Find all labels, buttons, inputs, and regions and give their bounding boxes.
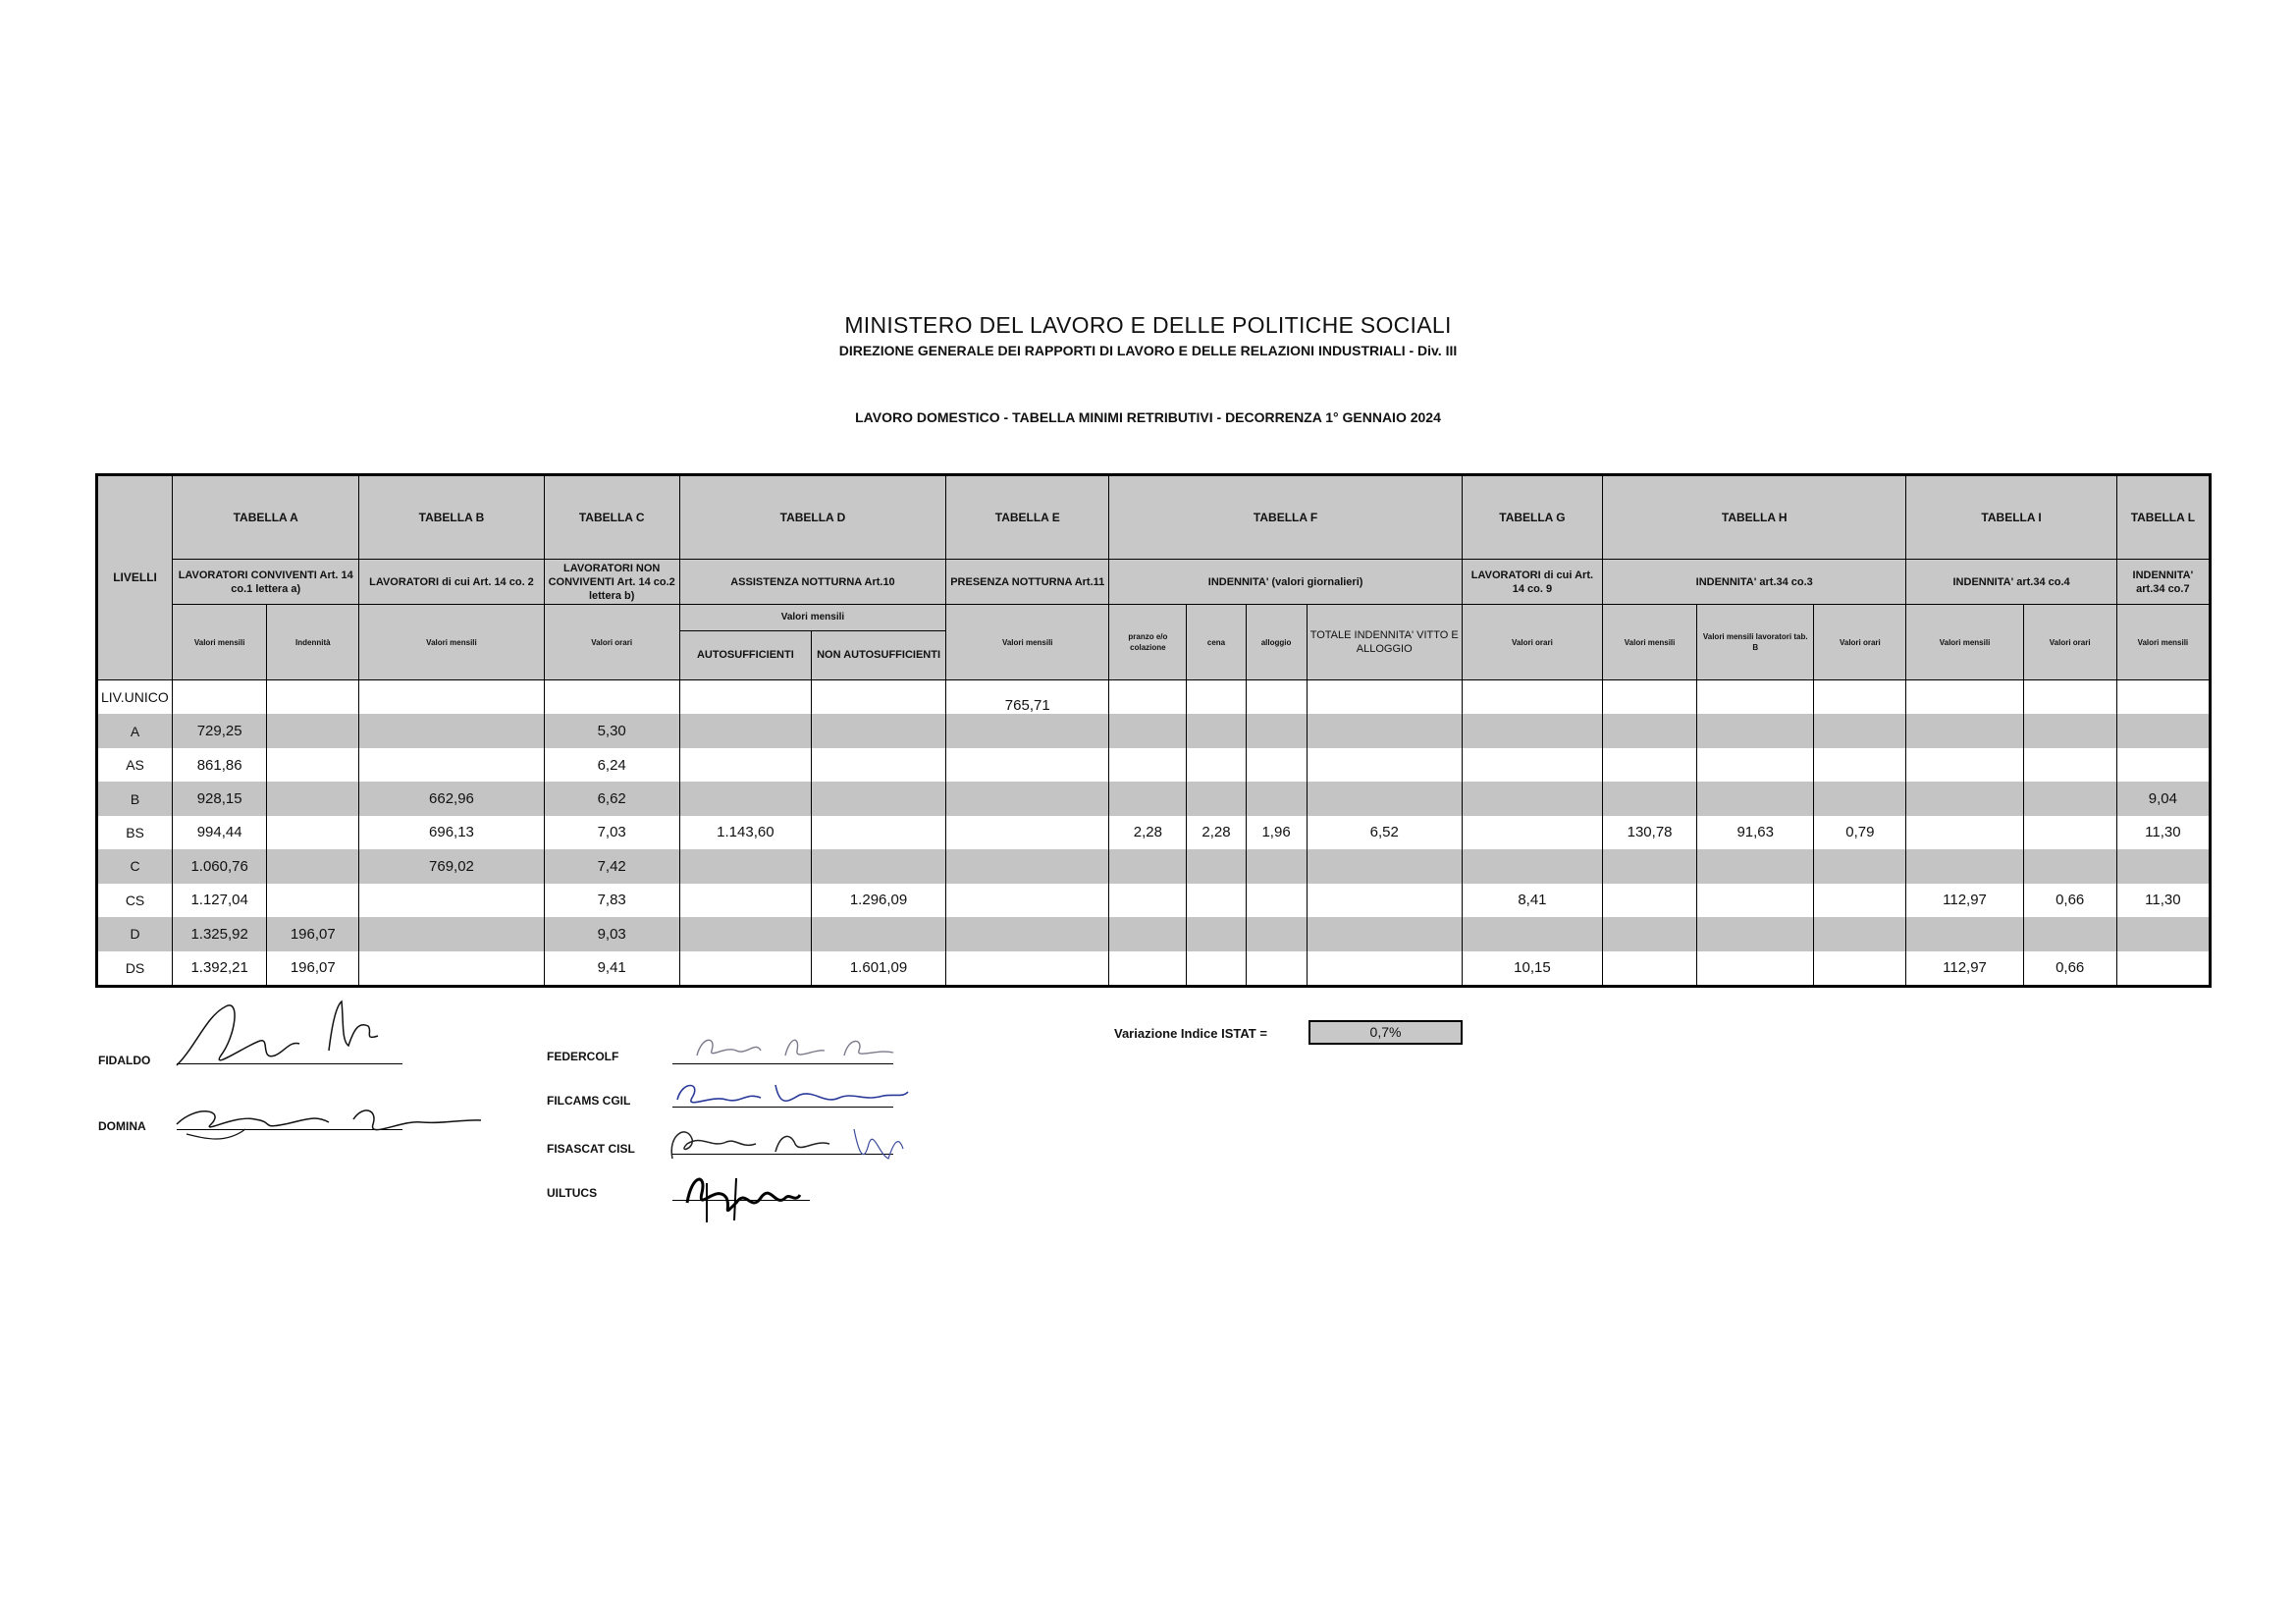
value-cell — [946, 849, 1109, 883]
desc-tabella-i: INDENNITA' art.34 co.4 — [1906, 560, 2116, 605]
table-row — [97, 816, 2211, 849]
table-row — [97, 917, 2211, 950]
value-cell — [1697, 849, 1814, 883]
value-cell: 6,52 — [1307, 816, 1462, 849]
col-f-cena: cena — [1187, 605, 1246, 680]
level-cell: D — [97, 917, 173, 950]
value-cell — [1603, 748, 1697, 782]
desc-tabella-l: INDENNITA' art.34 co.7 — [2116, 560, 2210, 605]
value-cell: 765,71 — [946, 680, 1109, 715]
value-cell — [1462, 714, 1602, 747]
value-cell — [679, 680, 811, 715]
value-cell — [946, 748, 1109, 782]
value-cell — [1187, 884, 1246, 917]
value-cell — [1246, 680, 1307, 715]
value-cell — [2023, 849, 2116, 883]
value-cell — [811, 714, 945, 747]
value-cell — [2023, 748, 2116, 782]
value-cell — [1246, 849, 1307, 883]
value-cell: 0,66 — [2023, 884, 2116, 917]
table-row — [97, 680, 2211, 715]
value-cell — [679, 917, 811, 950]
value-cell — [1906, 849, 2023, 883]
value-cell — [2023, 680, 2116, 715]
col-f-pranzo: pranzo e/o colazione — [1109, 605, 1187, 680]
col-i-valori-mensili: Valori mensili — [1906, 605, 2023, 680]
value-cell: 696,13 — [359, 816, 544, 849]
filcams-label: FILCAMS CGIL — [547, 1094, 631, 1108]
value-cell — [1814, 748, 1906, 782]
level-cell: LIV.UNICO — [97, 680, 173, 715]
col-d-group — [679, 605, 945, 680]
value-cell — [946, 917, 1109, 950]
value-cell — [811, 680, 945, 715]
value-cell — [1462, 748, 1602, 782]
table-row — [97, 849, 2211, 883]
value-cell — [811, 816, 945, 849]
col-b-valori-mensili: Valori mensili — [359, 605, 544, 680]
value-cell — [1307, 748, 1462, 782]
value-cell — [2023, 782, 2116, 815]
value-cell — [1187, 951, 1246, 987]
value-cell — [1462, 680, 1602, 715]
desc-tabella-c: LAVORATORI NON CONVIVENTI Art. 14 co.2 lettera b) — [544, 560, 679, 605]
value-cell — [1697, 917, 1814, 950]
value-cell — [1307, 884, 1462, 917]
value-cell: 9,41 — [544, 951, 679, 987]
value-cell: 9,04 — [2116, 782, 2210, 815]
header-tabella-l: TABELLA L — [2116, 475, 2210, 560]
value-cell — [946, 782, 1109, 815]
col-l-valori-mensili: Valori mensili — [2116, 605, 2210, 680]
desc-tabella-g: LAVORATORI di cui Art. 14 co. 9 — [1462, 560, 1602, 605]
value-cell — [679, 782, 811, 815]
wage-table — [95, 473, 2212, 988]
value-cell — [811, 917, 945, 950]
level-cell: BS — [97, 816, 173, 849]
value-cell — [2116, 917, 2210, 950]
value-cell — [1697, 714, 1814, 747]
value-cell — [1246, 917, 1307, 950]
table-row — [97, 951, 2211, 987]
value-cell — [1246, 748, 1307, 782]
header-tabella-i: TABELLA I — [1906, 475, 2116, 560]
value-cell: 8,41 — [1462, 884, 1602, 917]
value-cell — [1814, 884, 1906, 917]
value-cell — [1814, 680, 1906, 715]
table-body — [97, 680, 2211, 987]
value-cell — [359, 951, 544, 987]
header-tabella-a: TABELLA A — [173, 475, 359, 560]
value-cell — [946, 714, 1109, 747]
value-cell — [1187, 917, 1246, 950]
level-cell: A — [97, 714, 173, 747]
level-cell: C — [97, 849, 173, 883]
value-cell — [359, 884, 544, 917]
value-cell — [2023, 816, 2116, 849]
value-cell — [1462, 849, 1602, 883]
fidaldo-signature — [167, 987, 402, 1085]
value-cell: 10,15 — [1462, 951, 1602, 987]
value-cell — [359, 748, 544, 782]
value-cell — [267, 680, 359, 715]
value-cell: 1.601,09 — [811, 951, 945, 987]
value-cell — [1109, 748, 1187, 782]
value-cell — [1906, 917, 2023, 950]
value-cell: 6,62 — [544, 782, 679, 815]
value-cell — [1906, 748, 2023, 782]
value-cell — [1246, 714, 1307, 747]
col-c-valori-orari: Valori orari — [544, 605, 679, 680]
level-cell: B — [97, 782, 173, 815]
table-row — [97, 884, 2211, 917]
col-f-alloggio: alloggio — [1246, 605, 1307, 680]
header-tabella-g: TABELLA G — [1462, 475, 1602, 560]
value-cell — [1462, 816, 1602, 849]
level-cell: DS — [97, 951, 173, 987]
value-cell — [1603, 680, 1697, 715]
table-row — [97, 714, 2211, 747]
uiltucs-label: UILTUCS — [547, 1186, 598, 1200]
value-cell — [1814, 782, 1906, 815]
value-cell — [1603, 951, 1697, 987]
col-a-valori-mensili: Valori mensili — [173, 605, 267, 680]
value-cell — [2116, 714, 2210, 747]
value-cell — [1697, 680, 1814, 715]
value-cell — [1187, 782, 1246, 815]
value-cell — [1187, 748, 1246, 782]
col-e-valori-mensili: Valori mensili — [946, 605, 1109, 680]
value-cell: 112,97 — [1906, 951, 2023, 987]
value-cell — [1603, 782, 1697, 815]
value-cell — [1109, 714, 1187, 747]
uiltucs-signature — [677, 1164, 815, 1227]
istat-label: Variazione Indice ISTAT = — [1114, 1026, 1267, 1041]
col-f-totale: TOTALE INDENNITA' VITTO E ALLOGGIO — [1307, 605, 1462, 680]
value-cell — [679, 714, 811, 747]
level-cell: CS — [97, 884, 173, 917]
value-cell — [359, 714, 544, 747]
header-tabella-b: TABELLA B — [359, 475, 544, 560]
value-cell: 1.392,21 — [173, 951, 267, 987]
value-cell — [1697, 951, 1814, 987]
domina-label: DOMINA — [98, 1119, 146, 1133]
value-cell — [1814, 951, 1906, 987]
value-cell: 928,15 — [173, 782, 267, 815]
value-cell — [1462, 782, 1602, 815]
value-cell — [946, 884, 1109, 917]
value-cell — [1906, 714, 2023, 747]
value-cell: 1.296,09 — [811, 884, 945, 917]
value-cell: 994,44 — [173, 816, 267, 849]
value-cell — [1307, 714, 1462, 747]
value-cell: 1.325,92 — [173, 917, 267, 950]
value-cell: 662,96 — [359, 782, 544, 815]
ministry-title: MINISTERO DEL LAVORO E DELLE POLITICHE SOCIALI — [844, 312, 1452, 338]
value-cell — [811, 849, 945, 883]
value-cell — [1906, 782, 2023, 815]
desc-tabella-f: INDENNITA' (valori giornalieri) — [1109, 560, 1462, 605]
value-cell — [679, 884, 811, 917]
value-cell: 130,78 — [1603, 816, 1697, 849]
value-cell — [1109, 680, 1187, 715]
value-cell: 11,30 — [2116, 816, 2210, 849]
col-d-non-autosufficienti: NON AUTOSUFFICIENTI — [817, 649, 940, 661]
value-cell — [267, 714, 359, 747]
value-cell — [679, 748, 811, 782]
value-cell — [811, 782, 945, 815]
value-cell — [1307, 782, 1462, 815]
header-livelli: LIVELLI — [97, 475, 173, 680]
value-cell: 7,42 — [544, 849, 679, 883]
domina-signature — [167, 1085, 491, 1154]
col-a-indennita: Indennità — [267, 605, 359, 680]
value-cell — [2116, 680, 2210, 715]
value-cell — [1603, 917, 1697, 950]
value-cell — [1307, 917, 1462, 950]
header-tabella-h: TABELLA H — [1603, 475, 1906, 560]
value-cell: 11,30 — [2116, 884, 2210, 917]
value-cell — [1109, 849, 1187, 883]
value-cell — [267, 816, 359, 849]
value-cell: 7,03 — [544, 816, 679, 849]
col-d-valori-mensili: Valori mensili — [680, 605, 945, 631]
desc-tabella-d: ASSISTENZA NOTTURNA Art.10 — [679, 560, 945, 605]
header-tabella-f: TABELLA F — [1109, 475, 1462, 560]
col-d-autosufficienti: AUTOSUFFICIENTI — [680, 631, 812, 679]
value-cell — [267, 748, 359, 782]
value-cell — [1246, 884, 1307, 917]
value-cell — [1187, 714, 1246, 747]
value-cell — [1246, 951, 1307, 987]
value-cell: 769,02 — [359, 849, 544, 883]
desc-tabella-e: PRESENZA NOTTURNA Art.11 — [946, 560, 1109, 605]
desc-tabella-h: INDENNITA' art.34 co.3 — [1603, 560, 1906, 605]
value-cell — [1814, 849, 1906, 883]
col-h-valori-mensili: Valori mensili — [1603, 605, 1697, 680]
table-row — [97, 782, 2211, 815]
value-cell — [1109, 951, 1187, 987]
table-subtitle: LAVORO DOMESTICO - TABELLA MINIMI RETRIBUTIVI - DECORRENZA 1° GENNAIO 2024 — [855, 409, 1441, 425]
value-cell — [2116, 951, 2210, 987]
value-cell: 6,24 — [544, 748, 679, 782]
value-cell — [946, 951, 1109, 987]
value-cell — [1603, 849, 1697, 883]
value-cell: 1.143,60 — [679, 816, 811, 849]
value-cell — [359, 680, 544, 715]
value-cell — [2116, 748, 2210, 782]
value-cell — [1906, 816, 2023, 849]
value-cell: 196,07 — [267, 951, 359, 987]
value-cell — [1307, 951, 1462, 987]
value-cell — [267, 849, 359, 883]
federcolf-signature — [687, 1021, 913, 1070]
value-cell — [679, 849, 811, 883]
value-cell — [679, 951, 811, 987]
value-cell: 0,66 — [2023, 951, 2116, 987]
value-cell: 2,28 — [1187, 816, 1246, 849]
value-cell — [1462, 917, 1602, 950]
value-cell: 861,86 — [173, 748, 267, 782]
value-cell: 112,97 — [1906, 884, 2023, 917]
value-cell — [1603, 714, 1697, 747]
value-cell: 9,03 — [544, 917, 679, 950]
value-cell — [2023, 917, 2116, 950]
col-h-valori-orari: Valori orari — [1814, 605, 1906, 680]
value-cell — [1603, 884, 1697, 917]
value-cell — [173, 680, 267, 715]
value-cell: 7,83 — [544, 884, 679, 917]
header-tabella-d: TABELLA D — [679, 475, 945, 560]
value-cell — [811, 748, 945, 782]
value-cell — [359, 917, 544, 950]
value-cell — [267, 884, 359, 917]
value-cell — [1906, 680, 2023, 715]
value-cell — [1697, 782, 1814, 815]
value-cell: 5,30 — [544, 714, 679, 747]
value-cell — [267, 782, 359, 815]
value-cell — [1187, 680, 1246, 715]
value-cell: 1,96 — [1246, 816, 1307, 849]
directorate-title: DIREZIONE GENERALE DEI RAPPORTI DI LAVORO E DELLE RELAZIONI INDUSTRIALI - Div. III — [838, 343, 1458, 358]
filcams-signature — [667, 1070, 913, 1119]
value-cell: 2,28 — [1109, 816, 1187, 849]
header-tabella-c: TABELLA C — [544, 475, 679, 560]
value-cell: 729,25 — [173, 714, 267, 747]
header-tabella-e: TABELLA E — [946, 475, 1109, 560]
desc-tabella-b: LAVORATORI di cui Art. 14 co. 2 — [359, 560, 544, 605]
table-row — [97, 748, 2211, 782]
desc-tabella-a: LAVORATORI CONVIVENTI Art. 14 co.1 lettera a) — [173, 560, 359, 605]
col-h-valori-mensili-tab-b: Valori mensili lavoratori tab. B — [1697, 605, 1814, 680]
value-cell — [1109, 884, 1187, 917]
value-cell — [1697, 884, 1814, 917]
value-cell: 1.127,04 — [173, 884, 267, 917]
col-i-valori-orari: Valori orari — [2023, 605, 2116, 680]
level-cell: AS — [97, 748, 173, 782]
value-cell — [1697, 748, 1814, 782]
value-cell: 0,79 — [1814, 816, 1906, 849]
value-cell — [1307, 680, 1462, 715]
fidaldo-label: FIDALDO — [98, 1054, 151, 1067]
value-cell — [2023, 714, 2116, 747]
value-cell — [1187, 849, 1246, 883]
value-cell: 91,63 — [1697, 816, 1814, 849]
value-cell — [1246, 782, 1307, 815]
value-cell: 196,07 — [267, 917, 359, 950]
istat-value: 0,7% — [1308, 1020, 1463, 1045]
value-cell — [946, 816, 1109, 849]
value-cell — [544, 680, 679, 715]
value-cell — [2116, 849, 2210, 883]
federcolf-label: FEDERCOLF — [547, 1050, 619, 1063]
value-cell — [1814, 917, 1906, 950]
value-cell — [1307, 849, 1462, 883]
value-cell — [1109, 917, 1187, 950]
fisascat-label: FISASCAT CISL — [547, 1142, 635, 1156]
value-cell — [1814, 714, 1906, 747]
value-cell: 1.060,76 — [173, 849, 267, 883]
value-cell — [1109, 782, 1187, 815]
col-g-valori-orari: Valori orari — [1462, 605, 1602, 680]
